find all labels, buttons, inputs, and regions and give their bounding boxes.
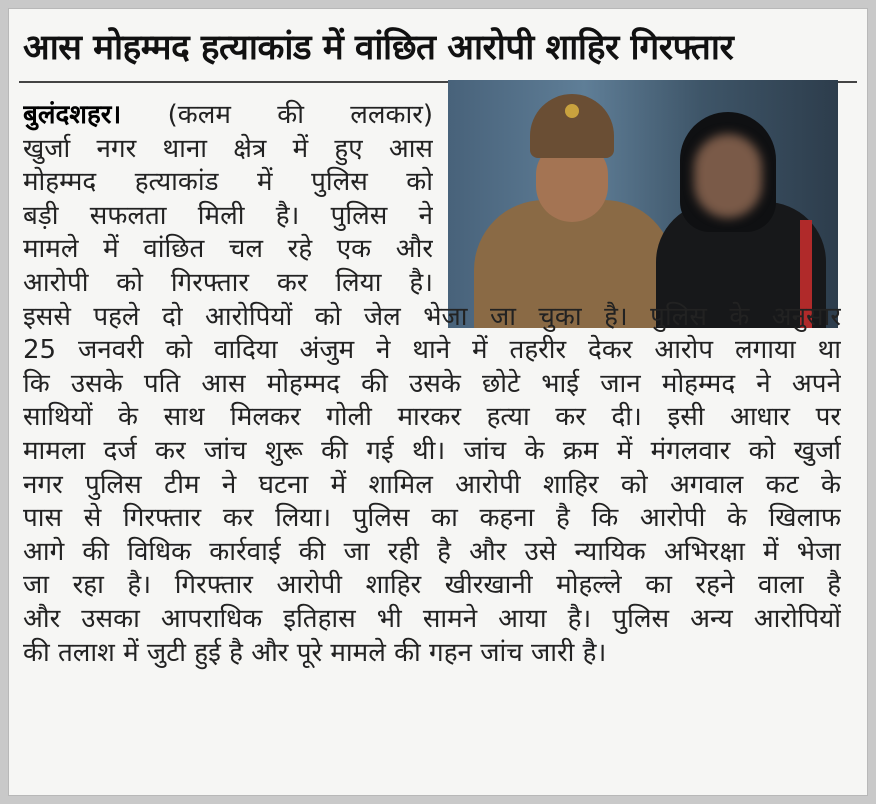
body-line: 25 जनवरी को वादिया अंजुम ने थाने में तहरीर देकर आरोप लगाया था (23, 335, 841, 366)
body-line: आगे की विधिक कार्रवाई की जा रही है और उसे न्यायिक अभिरक्षा में भेजा (23, 536, 841, 567)
body-line: खुर्जा नगर थाना क्षेत्र में हुए आस (23, 133, 433, 164)
body-line: नगर पुलिस टीम ने घटना में शामिल आरोपी शाहिर को अगवाल कट के (23, 469, 841, 500)
body-line: जा रहा है। गिरफ्तार आरोपी शाहिर खीरखानी मोहल्ले का रहने वाला है (23, 570, 841, 601)
source-credit: (कलम की ललकार) (167, 100, 433, 130)
body-line: की तलाश में जुटी हुई है और पूरे मामले की गहन जांच जारी है। (23, 637, 607, 668)
body-line: मोहम्मद हत्याकांड में पुलिस को (23, 167, 433, 198)
dateline: बुलंदशहर। (23, 100, 122, 130)
dateline-line (23, 99, 433, 133)
body-line: बड़ी सफलता मिली है। पुलिस ने (23, 200, 433, 231)
body-line: कि उसके पति आस मोहम्मद की उसके छोटे भाई जान मोहम्मद ने अपने (23, 368, 841, 399)
article-body (23, 99, 841, 670)
body-line: मामले में वांछित चल रहे एक और (23, 234, 433, 265)
body-line: आरोपी को गिरफ्तार कर लिया है। (23, 267, 433, 298)
body-line: साथियों के साथ मिलकर गोली मारकर हत्या कर दी। इसी आधार पर (23, 402, 841, 433)
article-headline: आस मोहम्मद हत्याकांड में वांछित आरोपी शाहिर गिरफ्तार (23, 28, 734, 68)
body-line: पास से गिरफ्तार कर लिया। पुलिस का कहना है कि आरोपी के खिलाफ (23, 503, 841, 534)
body-line: मामला दर्ज कर जांच शुरू की गई थी। जांच के क्रम में मंगलवार को खुर्जा (23, 435, 841, 466)
newspaper-clipping (8, 8, 868, 796)
body-line: इससे पहले दो आरोपियों को जेल भेजा जा चुका है। पुलिस के अनुसार (23, 301, 841, 332)
body-line: और उसका आपराधिक इतिहास भी सामने आया है। पुलिस अन्य आरोपियों (23, 603, 841, 634)
